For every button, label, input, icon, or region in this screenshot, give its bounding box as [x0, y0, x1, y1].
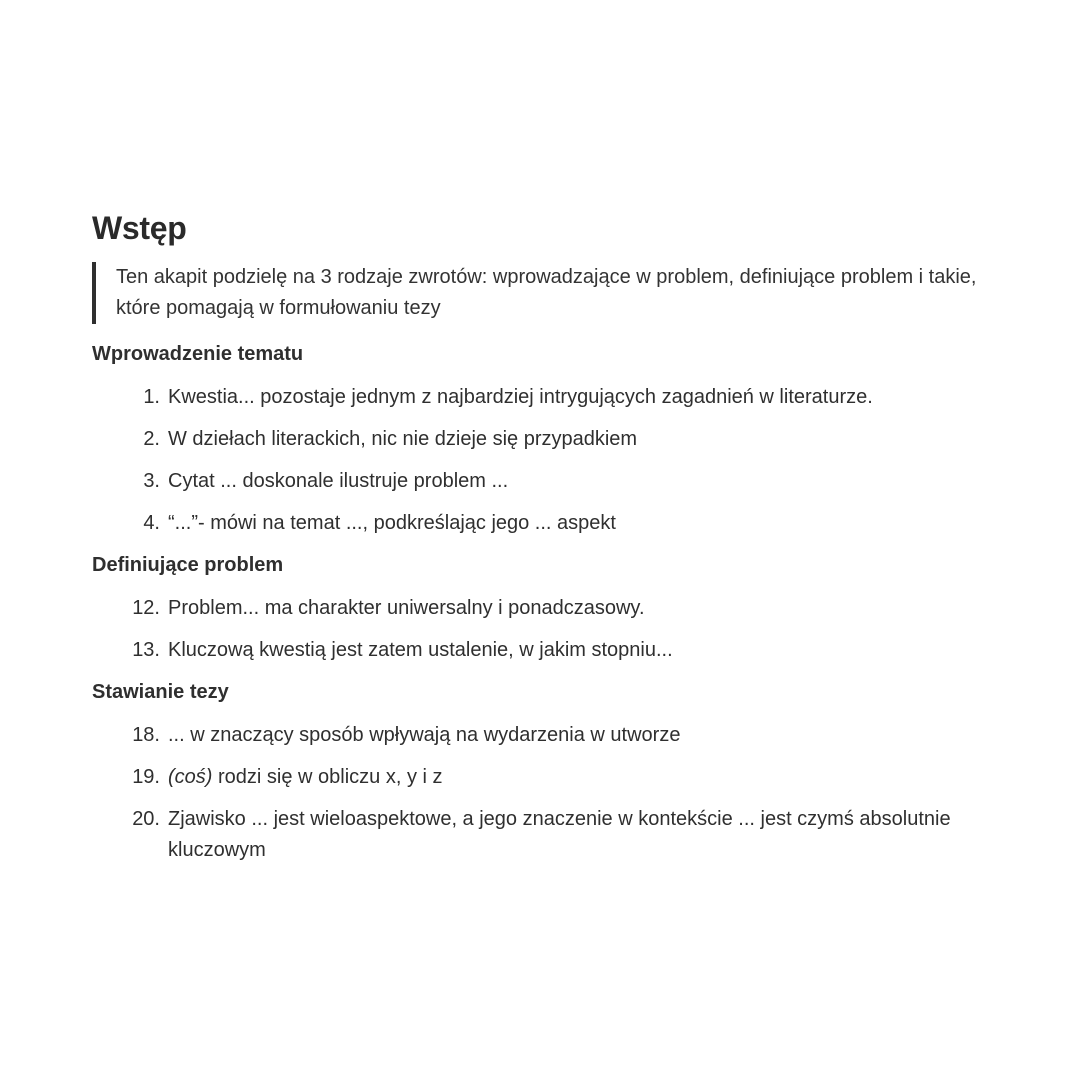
item-text: Kluczową kwestią jest zatem ustalenie, w jakim stopniu... [168, 639, 673, 661]
item-text: W dziełach literackich, nic nie dzieje się przypadkiem [168, 428, 638, 450]
item-text: Problem... ma charakter uniwersalny i ponadczasowy. [168, 597, 645, 619]
intro-quote [92, 262, 1022, 324]
item-text: “...”- mówi na temat ..., podkreślając jego ... aspekt [168, 512, 616, 534]
item-number: 4. [143, 512, 160, 534]
section-heading: Stawianie tezy [92, 681, 229, 703]
item-text-rest: rodzi się w obliczu x, y i z [212, 766, 443, 788]
item-number: 20. [132, 808, 160, 830]
list-item [92, 635, 1022, 666]
item-text-emphasis: (coś) [168, 766, 213, 788]
item-text: Kwestia... pozostaje jednym z najbardziej intrygujących zagadnień w literaturze. [168, 386, 873, 408]
list-item [92, 382, 1022, 413]
item-number: 19. [132, 766, 160, 788]
page-title: Wstęp [92, 210, 187, 246]
document [92, 208, 1022, 878]
item-number: 12. [132, 597, 160, 619]
list-item [92, 466, 1022, 497]
phrase-list [92, 720, 1022, 866]
item-text: Zjawisko ... jest wieloaspektowe, a jego znaczenie w kontekście ... jest czymś absolutnie kluczowym [168, 808, 951, 861]
item-text [160, 762, 1022, 793]
item-number: 1. [143, 386, 160, 408]
phrase-list [92, 382, 1022, 539]
section-heading: Definiujące problem [92, 554, 284, 576]
list-item [92, 804, 1022, 866]
item-text: ... w znaczący sposób wpływają na wydarzenia w utworze [168, 724, 681, 746]
section-heading: Wprowadzenie tematu [92, 343, 304, 365]
phrase-list [92, 593, 1022, 666]
list-item [92, 508, 1022, 539]
list-item [92, 424, 1022, 455]
list-item [92, 762, 1022, 793]
list-item [92, 720, 1022, 751]
item-number: 3. [143, 470, 160, 492]
list-item [92, 593, 1022, 624]
item-number: 13. [132, 639, 160, 661]
intro-quote-text: Ten akapit podzielę na 3 rodzaje zwrotów: wprowadzające w problem, definiujące problem i takie, które pomagają w formułowaniu tezy [116, 266, 977, 319]
item-number: 18. [132, 724, 160, 746]
item-text: Cytat ... doskonale ilustruje problem ... [168, 470, 509, 492]
item-number: 2. [143, 428, 160, 450]
